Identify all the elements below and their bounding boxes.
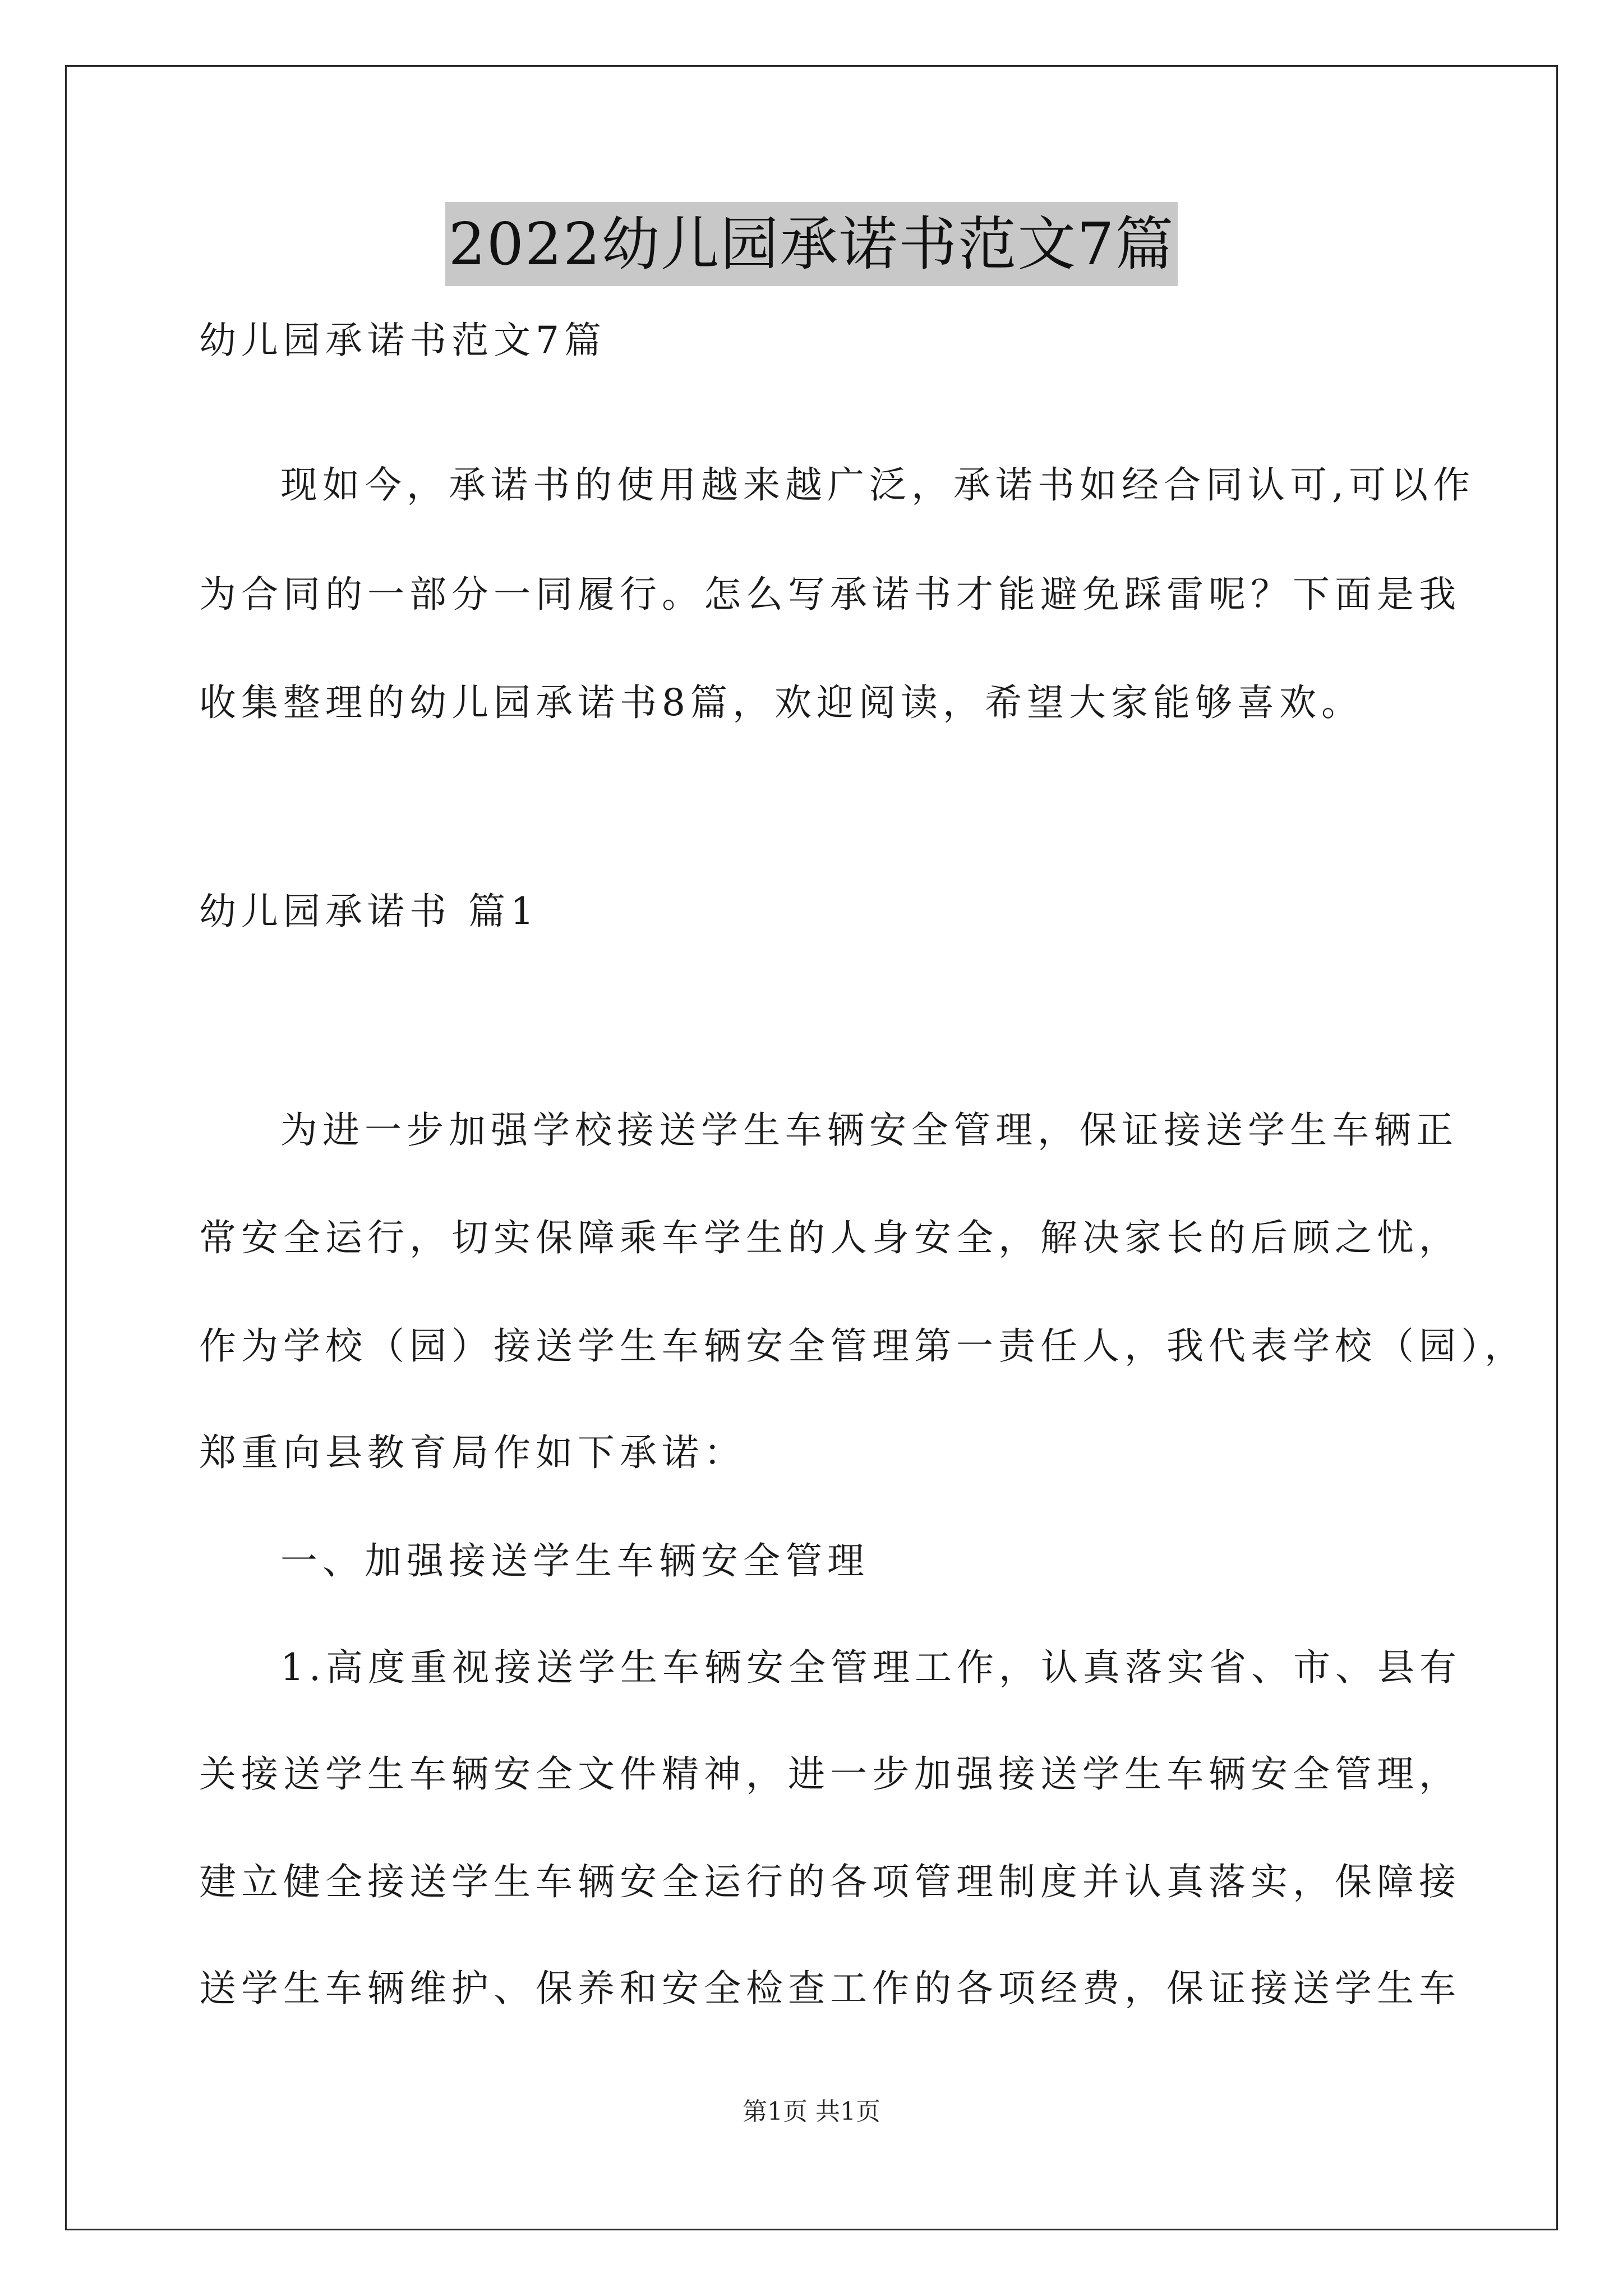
- intro-paragraph-line-1: 现如今，承诺书的使用越来越广泛，承诺书如经合同认可,可以作: [280, 463, 1475, 507]
- body-paragraph-line: 送学生车辆维护、保养和安全检查工作的各项经费，保证接送学生车: [199, 1967, 1461, 2010]
- page-footer: 第1页 共1页: [743, 2097, 880, 2126]
- body-paragraph-line: 建立健全接送学生车辆安全运行的各项管理制度并认真落实，保障接: [199, 1860, 1461, 1903]
- intro-paragraph-line-3: 收集整理的幼儿园承诺书8篇，欢迎阅读，希望大家能够喜欢。: [199, 681, 1363, 724]
- body-paragraph-line: 常安全运行，切实保障乘车学生的人身安全，解决家长的后顾之忧，: [199, 1216, 1461, 1259]
- body-paragraph-line: 1.高度重视接送学生车辆安全管理工作，认真落实省、市、县有: [280, 1646, 1461, 1689]
- body-paragraph-line: 作为学校（园）接送学生车辆安全管理第一责任人，我代表学校（园），: [199, 1324, 1527, 1368]
- document-title: 2022幼儿园承诺书范文7篇: [445, 202, 1178, 286]
- body-paragraph-line: 为进一步加强学校接送学生车辆安全管理，保证接送学生车辆正: [280, 1108, 1458, 1152]
- body-paragraph-line: 关接送学生车辆安全文件精神，进一步加强接送学生车辆安全管理，: [199, 1752, 1461, 1796]
- section-heading-1: 幼儿园承诺书 篇1: [199, 890, 539, 933]
- intro-paragraph-line-2: 为合同的一部分一同履行。怎么写承诺书才能避免踩雷呢？下面是我: [199, 573, 1461, 616]
- subtitle-line: 幼儿园承诺书范文7篇: [199, 319, 606, 362]
- body-paragraph-line: 郑重向县教育局作如下承诺：: [199, 1431, 746, 1474]
- subsection-heading: 一、加强接送学生车辆安全管理: [280, 1539, 869, 1582]
- title-container: [0, 202, 1623, 286]
